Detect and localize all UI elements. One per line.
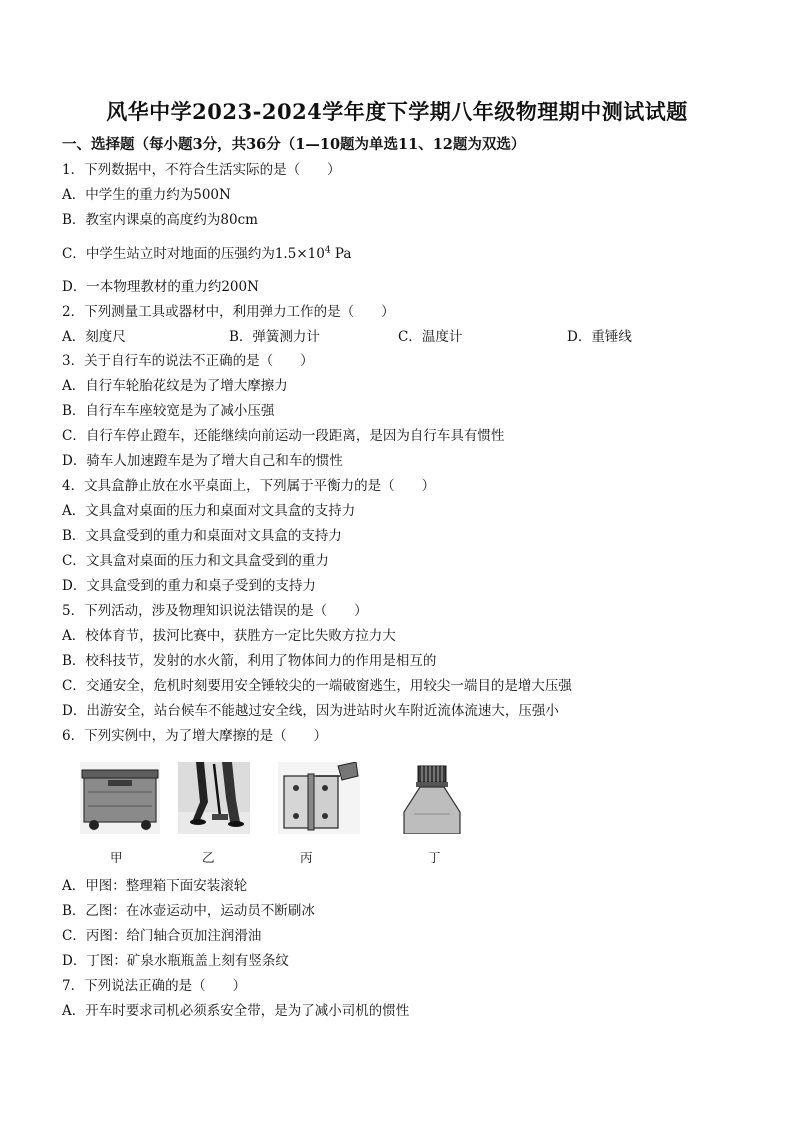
figure-label-yi: 乙	[202, 850, 215, 865]
q1-option-a: A．中学生的重力约为500N	[62, 187, 231, 203]
q6-figure-row	[80, 762, 480, 865]
figure-label-bing: 丙	[300, 850, 313, 865]
figure-bing-door-hinge	[278, 762, 360, 834]
q1-option-c-exponent: 4	[324, 245, 331, 256]
q6-option-a: A．甲图：整理箱下面安装滚轮	[62, 878, 248, 894]
q4-option-a: A．文具盒对桌面的压力和桌面对文具盒的支持力	[62, 503, 356, 519]
section-heading: 一、选择题（每小题3分，共36分（1—10题为单选11、12题为双选）	[62, 136, 526, 153]
q3-option-c: C．自行车停止蹬车，还能继续向前运动一段距离，是因为自行车具有惯性	[62, 428, 505, 444]
q1-option-c-text: C．中学生站立时对地面的压强约为	[62, 246, 275, 262]
q1-option-c	[62, 242, 351, 262]
q6-stem: 6．下列实例中，为了增大摩擦的是（ ）	[62, 728, 328, 744]
q7-option-a: A．开车时要求司机必须系安全带，是为了减小司机的惯性	[62, 1003, 410, 1019]
q2-option-d: D．重锤线	[567, 329, 632, 345]
q6-option-b: B．乙图：在冰壶运动中，运动员不断刷冰	[62, 903, 315, 919]
q2-option-b: B．弹簧测力计	[229, 329, 320, 345]
q4-option-d: D．文具盒受到的重力和桌子受到的支持力	[62, 578, 316, 594]
q1-stem: 1．下列数据中，不符合生活实际的是（ ）	[62, 162, 341, 178]
q2-option-a: A．刻度尺	[62, 329, 126, 345]
q2-option-c: C．温度计	[398, 329, 463, 345]
q6-option-d: D．丁图：矿泉水瓶瓶盖上刻有竖条纹	[62, 953, 289, 969]
q3-option-d: D．骑车人加速蹬车是为了增大自己和车的惯性	[62, 453, 343, 469]
q2-options	[62, 325, 742, 345]
q5-option-d: D．出游安全，站台候车不能越过安全线，因为进站时火车附近流体流速大，压强小	[62, 703, 559, 719]
q3-stem: 3．关于自行车的说法不正确的是（ ）	[62, 353, 314, 369]
q3-option-a: A．自行车轮胎花纹是为了增大摩擦力	[62, 378, 288, 394]
q5-option-c: C．交通安全，危机时刻要用安全锤较尖的一端破窗逃生，用较尖一端目的是增大压强	[62, 678, 572, 694]
q1-option-d: D．一本物理教材的重力约200N	[62, 279, 259, 295]
q5-stem: 5．下列活动，涉及物理知识说法错误的是（ ）	[62, 603, 368, 619]
figure-jia-storage-box	[80, 762, 160, 834]
q4-option-c: C．文具盒对桌面的压力和文具盒受到的重力	[62, 553, 329, 569]
q7-stem: 7．下列说法正确的是（ ）	[62, 978, 247, 994]
exam-title: 风华中学2023-2024学年度下学期八年级物理期中测试试题	[106, 99, 688, 124]
q4-option-b: B．文具盒受到的重力和桌面对文具盒的支持力	[62, 528, 342, 544]
figure-label-jia: 甲	[110, 850, 123, 865]
q1-option-c-math: 1.5×10	[274, 246, 325, 262]
q1-option-b: B．教室内课桌的高度约为80cm	[62, 212, 258, 228]
figure-ding-bottle-cap	[394, 762, 470, 834]
q6-option-c: C．丙图：给门轴合页加注润滑油	[62, 928, 262, 944]
figure-label-ding: 丁	[428, 850, 441, 865]
q5-option-b: B．校科技节，发射的水火箭，利用了物体间力的作用是相互的	[62, 653, 437, 669]
q4-stem: 4．文具盒静止放在水平桌面上，下列属于平衡力的是（ ）	[62, 478, 436, 494]
q5-option-a: A．校体育节，拔河比赛中，获胜方一定比失败方拉力大	[62, 628, 396, 644]
figure-yi-curling	[178, 762, 250, 834]
q1-option-c-unit: Pa	[334, 246, 352, 262]
q3-option-b: B．自行车车座较宽是为了减小压强	[62, 403, 275, 419]
q2-stem: 2．下列测量工具或器材中，利用弹力工作的是（ ）	[62, 304, 395, 320]
